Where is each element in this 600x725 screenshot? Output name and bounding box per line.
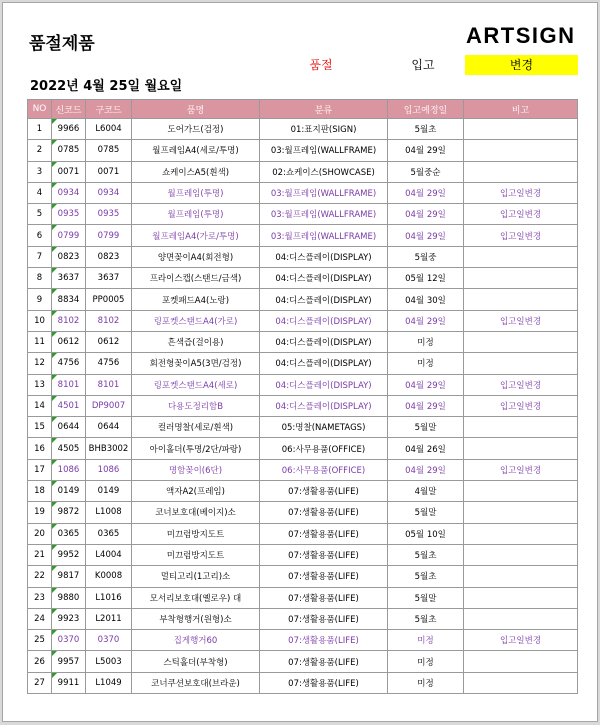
product-name-cell: 부착형행거(원형)소 <box>132 608 260 629</box>
note-cell <box>464 481 578 502</box>
note-cell <box>464 672 578 693</box>
row-number-cell: 4 <box>28 182 52 203</box>
new-code-cell: 9957 <box>52 651 86 672</box>
table-row <box>28 566 578 587</box>
document-sheet <box>2 2 598 722</box>
note-cell <box>464 119 578 140</box>
old-code-cell: L4004 <box>86 544 132 565</box>
table-row <box>28 438 578 459</box>
row-number-cell: 18 <box>28 481 52 502</box>
category-cell: 07:생활용품(LIFE) <box>260 566 388 587</box>
old-code-cell: L2011 <box>86 608 132 629</box>
new-code-cell: 8102 <box>52 310 86 331</box>
row-number-cell: 26 <box>28 651 52 672</box>
category-cell: 06:사무용품(OFFICE) <box>260 459 388 480</box>
note-cell <box>464 140 578 161</box>
product-name-cell: 모서리보호대(옐로우) 대 <box>132 587 260 608</box>
table-row <box>28 289 578 310</box>
product-name-cell: 회전형꽂이A5(3면/검정) <box>132 353 260 374</box>
new-code-cell: 0370 <box>52 630 86 651</box>
note-cell: 입고일변경 <box>464 182 578 203</box>
old-code-cell: 8102 <box>86 310 132 331</box>
table-row <box>28 630 578 651</box>
product-name-cell: 다용도정리함B <box>132 395 260 416</box>
new-code-cell: 0644 <box>52 417 86 438</box>
new-code-cell: 8834 <box>52 289 86 310</box>
restock-date-cell: 04월 29일 <box>388 395 464 416</box>
old-code-cell: 0934 <box>86 182 132 203</box>
header-old-code: 구코드 <box>86 100 132 119</box>
table-row <box>28 119 578 140</box>
cell-comment-marker <box>52 204 57 209</box>
category-cell: 04:디스플레이(DISPLAY) <box>260 289 388 310</box>
table-row <box>28 544 578 565</box>
cell-comment-marker <box>52 630 57 635</box>
restock-date-cell: 4월말 <box>388 481 464 502</box>
product-name-cell: 코너쿠션보호대(브라운) <box>132 672 260 693</box>
product-name-cell: 코너보호대(베이지)소 <box>132 502 260 523</box>
note-cell <box>464 502 578 523</box>
restock-date-cell: 04월 26일 <box>388 438 464 459</box>
restock-date-cell: 5월초 <box>388 119 464 140</box>
cell-comment-marker <box>52 460 57 465</box>
legend-restocked: 입고 <box>411 58 435 72</box>
restock-date-cell: 5월말 <box>388 417 464 438</box>
row-number-cell: 14 <box>28 395 52 416</box>
restock-date-cell: 5월초 <box>388 566 464 587</box>
restock-date-cell: 04월 30일 <box>388 289 464 310</box>
row-number-cell: 7 <box>28 246 52 267</box>
category-cell: 07:생활용품(LIFE) <box>260 608 388 629</box>
restock-date-cell: 미정 <box>388 331 464 352</box>
cell-comment-marker <box>52 588 57 593</box>
row-number-cell: 24 <box>28 608 52 629</box>
table-row <box>28 204 578 225</box>
table-row <box>28 182 578 203</box>
category-cell: 03:월프레임(WALLFRAME) <box>260 182 388 203</box>
product-name-cell: 월프레임A4(세로/투명) <box>132 140 260 161</box>
row-number-cell: 6 <box>28 225 52 246</box>
row-number-cell: 3 <box>28 161 52 182</box>
restock-date-cell: 04월 29일 <box>388 310 464 331</box>
new-code-cell: 9966 <box>52 119 86 140</box>
old-code-cell: BHB3002 <box>86 438 132 459</box>
new-code-cell: 9880 <box>52 587 86 608</box>
new-code-cell: 9872 <box>52 502 86 523</box>
category-cell: 01:표지판(SIGN) <box>260 119 388 140</box>
category-cell: 07:생활용품(LIFE) <box>260 587 388 608</box>
note-cell: 입고일변경 <box>464 395 578 416</box>
product-name-cell: 컬러명찰(세로/흰색) <box>132 417 260 438</box>
category-cell: 04:디스플레이(DISPLAY) <box>260 353 388 374</box>
old-code-cell: 8101 <box>86 374 132 395</box>
category-cell: 04:디스플레이(DISPLAY) <box>260 374 388 395</box>
note-cell: 입고일변경 <box>464 310 578 331</box>
new-code-cell: 9952 <box>52 544 86 565</box>
old-code-cell: PP0005 <box>86 289 132 310</box>
table-row <box>28 672 578 693</box>
table-row <box>28 310 578 331</box>
product-name-cell: 미끄럼방지도트 <box>132 544 260 565</box>
old-code-cell: L5003 <box>86 651 132 672</box>
cell-comment-marker <box>52 268 57 273</box>
table-row <box>28 459 578 480</box>
new-code-cell: 0365 <box>52 523 86 544</box>
note-cell <box>464 587 578 608</box>
note-cell <box>464 608 578 629</box>
note-cell <box>464 523 578 544</box>
note-cell <box>464 246 578 267</box>
category-cell: 07:생활용품(LIFE) <box>260 672 388 693</box>
old-code-cell: L6004 <box>86 119 132 140</box>
product-name-cell: 월프레임A4(가로/투명) <box>132 225 260 246</box>
category-cell: 04:디스플레이(DISPLAY) <box>260 395 388 416</box>
row-number-cell: 13 <box>28 374 52 395</box>
product-name-cell: 스틱홀더(부착형) <box>132 651 260 672</box>
new-code-cell: 8101 <box>52 374 86 395</box>
restock-date-cell: 04월 29일 <box>388 374 464 395</box>
old-code-cell: K0008 <box>86 566 132 587</box>
old-code-cell: L1049 <box>86 672 132 693</box>
cell-comment-marker <box>52 566 57 571</box>
product-name-cell: 쇼케이스A5(흰색) <box>132 161 260 182</box>
note-cell <box>464 438 578 459</box>
row-number-cell: 21 <box>28 544 52 565</box>
cell-comment-marker <box>52 247 57 252</box>
restock-date-cell: 04월 29일 <box>388 225 464 246</box>
category-cell: 04:디스플레이(DISPLAY) <box>260 310 388 331</box>
row-number-cell: 17 <box>28 459 52 480</box>
new-code-cell: 0612 <box>52 331 86 352</box>
table-row <box>28 651 578 672</box>
row-number-cell: 23 <box>28 587 52 608</box>
note-cell: 입고일변경 <box>464 225 578 246</box>
old-code-cell: 0149 <box>86 481 132 502</box>
restock-date-cell: 5월초 <box>388 544 464 565</box>
cell-comment-marker <box>52 502 57 507</box>
category-cell: 04:디스플레이(DISPLAY) <box>260 331 388 352</box>
restock-date-cell: 04월 29일 <box>388 140 464 161</box>
cell-comment-marker <box>52 651 57 656</box>
table-row <box>28 587 578 608</box>
category-cell: 06:사무용품(OFFICE) <box>260 438 388 459</box>
note-cell <box>464 331 578 352</box>
row-number-cell: 1 <box>28 119 52 140</box>
category-cell: 07:생활용품(LIFE) <box>260 544 388 565</box>
table-row <box>28 481 578 502</box>
row-number-cell: 27 <box>28 672 52 693</box>
new-code-cell: 3637 <box>52 268 86 289</box>
new-code-cell: 1086 <box>52 459 86 480</box>
table-row <box>28 331 578 352</box>
legend-sold-out: 품절 <box>309 58 333 72</box>
legend-changed: 변경 <box>465 55 578 75</box>
old-code-cell: 0612 <box>86 331 132 352</box>
cell-comment-marker <box>52 225 57 230</box>
row-number-cell: 8 <box>28 268 52 289</box>
restock-date-cell: 5월말 <box>388 587 464 608</box>
table-row <box>28 374 578 395</box>
cell-comment-marker <box>52 438 57 443</box>
product-name-cell: 링포켓스탠드A4(가로) <box>132 310 260 331</box>
new-code-cell: 4756 <box>52 353 86 374</box>
note-cell: 입고일변경 <box>464 374 578 395</box>
product-name-cell: 액자A2(프레임) <box>132 481 260 502</box>
row-number-cell: 16 <box>28 438 52 459</box>
row-number-cell: 11 <box>28 331 52 352</box>
category-cell: 02:쇼케이스(SHOWCASE) <box>260 161 388 182</box>
page-title: 품절제품 <box>29 34 95 54</box>
header-new-code: 신코드 <box>52 100 86 119</box>
old-code-cell: 3637 <box>86 268 132 289</box>
report-date: 2022년 4월 25일 월요일 <box>30 79 183 94</box>
cell-comment-marker <box>52 396 57 401</box>
category-cell: 03:월프레임(WALLFRAME) <box>260 140 388 161</box>
cell-comment-marker <box>52 375 57 380</box>
new-code-cell: 0823 <box>52 246 86 267</box>
row-number-cell: 12 <box>28 353 52 374</box>
table-header-row <box>28 100 578 119</box>
category-cell: 04:디스플레이(DISPLAY) <box>260 246 388 267</box>
restock-date-cell: 04월 29일 <box>388 204 464 225</box>
product-name-cell: 월프레임(투명) <box>132 204 260 225</box>
new-code-cell: 0785 <box>52 140 86 161</box>
cell-comment-marker <box>52 162 57 167</box>
cell-comment-marker <box>52 311 57 316</box>
restock-date-cell: 05월 10일 <box>388 523 464 544</box>
restock-date-cell: 04월 29일 <box>388 182 464 203</box>
restock-date-cell: 05월 12일 <box>388 268 464 289</box>
table-row <box>28 353 578 374</box>
restock-date-cell: 미정 <box>388 353 464 374</box>
old-code-cell: DP9007 <box>86 395 132 416</box>
category-cell: 07:생활용품(LIFE) <box>260 481 388 502</box>
cell-comment-marker <box>52 183 57 188</box>
cell-comment-marker <box>52 524 57 529</box>
new-code-cell: 0071 <box>52 161 86 182</box>
note-cell: 입고일변경 <box>464 204 578 225</box>
note-cell <box>464 651 578 672</box>
old-code-cell: L1016 <box>86 587 132 608</box>
cell-comment-marker <box>52 481 57 486</box>
old-code-cell: 0071 <box>86 161 132 182</box>
category-cell: 05:명찰(NAMETAGS) <box>260 417 388 438</box>
product-name-cell: 아이홀더(투명/2단/파랑) <box>132 438 260 459</box>
product-name-cell: 포켓패드A4(노랑) <box>132 289 260 310</box>
restock-date-cell: 5월중 <box>388 246 464 267</box>
product-name-cell: 월프레임(투명) <box>132 182 260 203</box>
brand-logo: ARTSIGN <box>466 23 576 48</box>
cell-comment-marker <box>52 673 57 678</box>
restock-date-cell: 미정 <box>388 672 464 693</box>
row-number-cell: 25 <box>28 630 52 651</box>
old-code-cell: 0370 <box>86 630 132 651</box>
category-cell: 03:월프레임(WALLFRAME) <box>260 204 388 225</box>
cell-comment-marker <box>52 289 57 294</box>
restock-date-cell: 미정 <box>388 651 464 672</box>
table-row <box>28 161 578 182</box>
row-number-cell: 20 <box>28 523 52 544</box>
table-row <box>28 502 578 523</box>
table-row <box>28 523 578 544</box>
header-restock-date: 입고예정일 <box>388 100 464 119</box>
note-cell <box>464 566 578 587</box>
table-row <box>28 225 578 246</box>
restock-date-cell: 5월중순 <box>388 161 464 182</box>
table-row <box>28 246 578 267</box>
old-code-cell: 1086 <box>86 459 132 480</box>
row-number-cell: 19 <box>28 502 52 523</box>
header-note: 비고 <box>464 100 578 119</box>
old-code-cell: 0799 <box>86 225 132 246</box>
restock-date-cell: 5월초 <box>388 608 464 629</box>
product-name-cell: 양면꽂이A4(회전형) <box>132 246 260 267</box>
old-code-cell: 4756 <box>86 353 132 374</box>
table-row <box>28 417 578 438</box>
note-cell <box>464 353 578 374</box>
category-cell: 07:생활용품(LIFE) <box>260 630 388 651</box>
row-number-cell: 22 <box>28 566 52 587</box>
row-number-cell: 15 <box>28 417 52 438</box>
restock-date-cell: 04월 29일 <box>388 459 464 480</box>
header-category: 분류 <box>260 100 388 119</box>
restock-date-cell: 미정 <box>388 630 464 651</box>
category-cell: 04:디스플레이(DISPLAY) <box>260 268 388 289</box>
note-cell <box>464 544 578 565</box>
cell-comment-marker <box>52 609 57 614</box>
new-code-cell: 4505 <box>52 438 86 459</box>
cell-comment-marker <box>52 119 57 124</box>
old-code-cell: L1008 <box>86 502 132 523</box>
note-cell: 입고일변경 <box>464 459 578 480</box>
table-row <box>28 395 578 416</box>
note-cell <box>464 417 578 438</box>
new-code-cell: 0934 <box>52 182 86 203</box>
new-code-cell: 9911 <box>52 672 86 693</box>
product-name-cell: 멀티고리(1고리)소 <box>132 566 260 587</box>
category-cell: 03:월프레임(WALLFRAME) <box>260 225 388 246</box>
sold-out-table <box>27 99 578 694</box>
old-code-cell: 0365 <box>86 523 132 544</box>
product-name-cell: 흔색즙(걸이용) <box>132 331 260 352</box>
product-name-cell: 명함꽂이(6단) <box>132 459 260 480</box>
new-code-cell: 0935 <box>52 204 86 225</box>
product-name-cell: 미끄럼방지도트 <box>132 523 260 544</box>
row-number-cell: 5 <box>28 204 52 225</box>
row-number-cell: 9 <box>28 289 52 310</box>
cell-comment-marker <box>52 332 57 337</box>
new-code-cell: 4501 <box>52 395 86 416</box>
old-code-cell: 0785 <box>86 140 132 161</box>
new-code-cell: 0799 <box>52 225 86 246</box>
row-number-cell: 10 <box>28 310 52 331</box>
note-cell <box>464 289 578 310</box>
new-code-cell: 0149 <box>52 481 86 502</box>
product-name-cell: 집게행거60 <box>132 630 260 651</box>
category-cell: 07:생활용품(LIFE) <box>260 502 388 523</box>
old-code-cell: 0644 <box>86 417 132 438</box>
product-name-cell: 프라이스캡(스탠드/금색) <box>132 268 260 289</box>
table-row <box>28 268 578 289</box>
note-cell <box>464 268 578 289</box>
category-cell: 07:생활용품(LIFE) <box>260 651 388 672</box>
cell-comment-marker <box>52 353 57 358</box>
header-product-name: 품명 <box>132 100 260 119</box>
cell-comment-marker <box>52 545 57 550</box>
restock-date-cell: 5월말 <box>388 502 464 523</box>
new-code-cell: 9923 <box>52 608 86 629</box>
note-cell <box>464 161 578 182</box>
cell-comment-marker <box>52 417 57 422</box>
table-row <box>28 608 578 629</box>
product-name-cell: 도어가드(검정) <box>132 119 260 140</box>
old-code-cell: 0935 <box>86 204 132 225</box>
new-code-cell: 9817 <box>52 566 86 587</box>
header-no: NO <box>28 100 52 119</box>
note-cell: 입고일변경 <box>464 630 578 651</box>
cell-comment-marker <box>52 140 57 145</box>
table-row <box>28 140 578 161</box>
row-number-cell: 2 <box>28 140 52 161</box>
product-name-cell: 링포켓스탠드A4(세로) <box>132 374 260 395</box>
category-cell: 07:생활용품(LIFE) <box>260 523 388 544</box>
old-code-cell: 0823 <box>86 246 132 267</box>
